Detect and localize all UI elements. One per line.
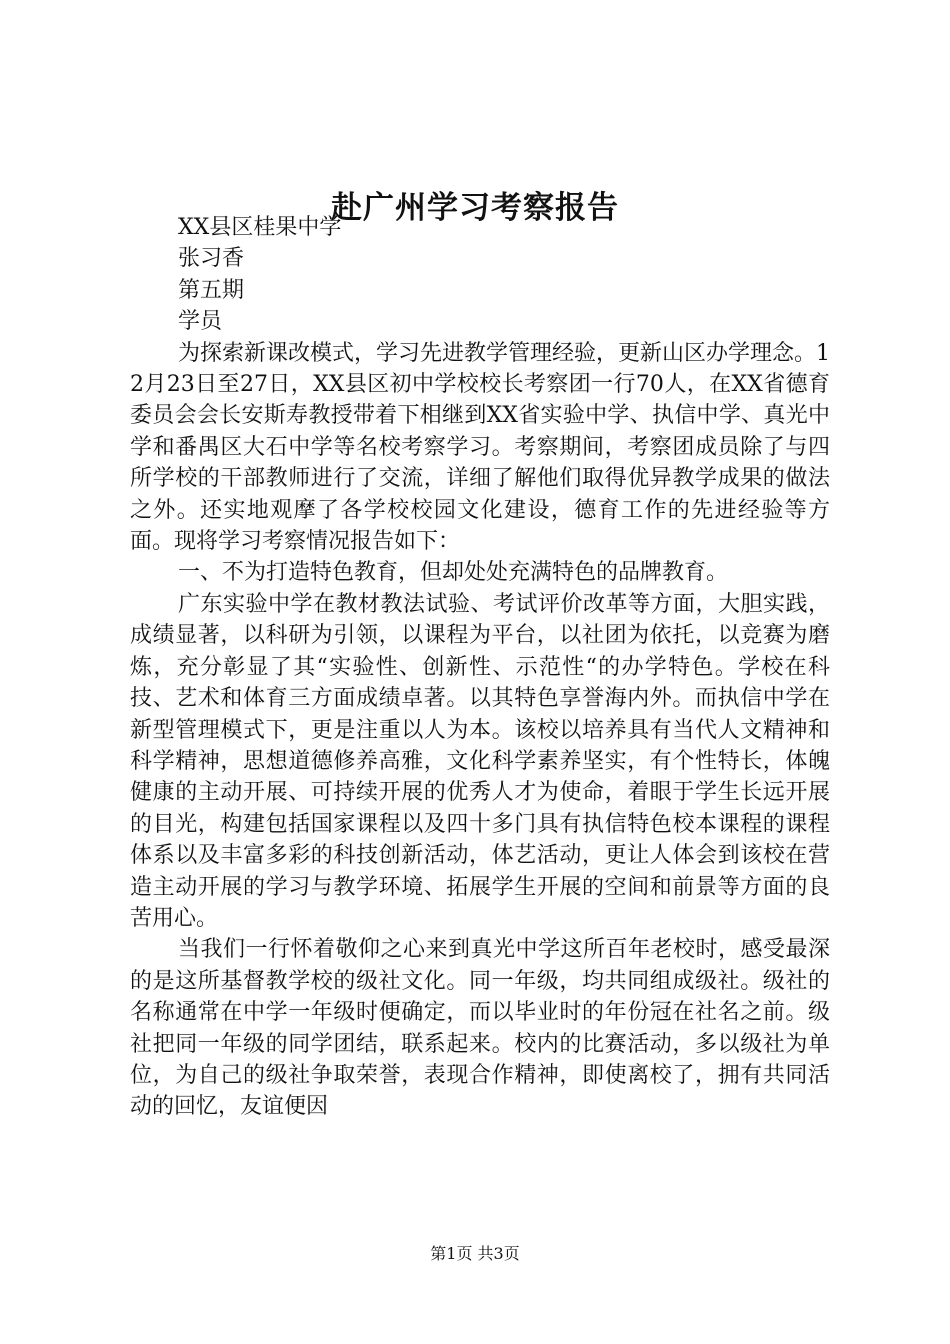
document-body [130, 212, 830, 1123]
paragraph-intro: 为探索新课改模式，学习先进教学管理经验，更新山区办学理念。12月23日至27日，XX县区初中学校校长考察团一行70人，在XX省德育委员会会长安斯寿教授带着下相继到XX省实验中学、执信中学、真光中学和番禺区大石中学等名校考察学习。考察期间，考察团成员除了与四所学校的干部教师进行了交流，详细了解他们取得优异教学成果的做法之外。还实地观摩了各学校校园文化建设，德育工作的先进经验等方面。现将学习考察情况报告如下： [130, 340, 830, 555]
document-title: 赴广州学习考察报告 [331, 190, 619, 226]
session-label: 第五期 [178, 277, 245, 303]
role-label: 学员 [178, 309, 223, 335]
section-heading-one: 一、不为打造特色教育，但却处处充满特色的品牌教育。 [178, 560, 729, 586]
author-name: 张习香 [178, 246, 245, 272]
page-footer: 第1页 共3页 [430, 1244, 520, 1263]
paragraph-guangdong: 广东实验中学在教材教法试验、考试评价改革等方面，大胆实践，成绩显著，以科研为引领，以课程为平台，以社团为依托，以竞赛为磨炼，充分彰显了其“实验性、创新性、示范性“的办学特色。学校在科技、艺术和体育三方面成绩卓著。以其特色享誉海内外。而执信中学在新型管理模式下，更是注重以人为本。该校以培养具有当代人文精神和科学精神，思想道德修养高雅，文化科学素养坚实，有个性特长，体魄健康的主动开展、可持续开展的优秀人才为使命，着眼于学生长远开展的目光，构建包括国家课程以及四十多门具有执信特色校本课程的课程体系以及丰富多彩的科技创新活动，体艺活动，更让人体会到该校在营造主动开展的学习与教学环境、拓展学生开展的空间和前景等方面的良苦用心。 [130, 591, 830, 931]
paragraph-zhenguang: 当我们一行怀着敬仰之心来到真光中学这所百年老校时，感受最深的是这所基督教学校的级社文化。同一年级，均共同组成级社。级社的名称通常在中学一年级时便确定，而以毕业时的年份冠在社名之前。级社把同一年级的同学团结，联系起来。校内的比赛活动，多以级社为单位，为自己的级社争取荣誉，表现合作精神，即使离校了，拥有共同活动的回忆，友谊便因 [130, 937, 830, 1120]
school-name: XX县区桂果中学 [178, 215, 342, 240]
